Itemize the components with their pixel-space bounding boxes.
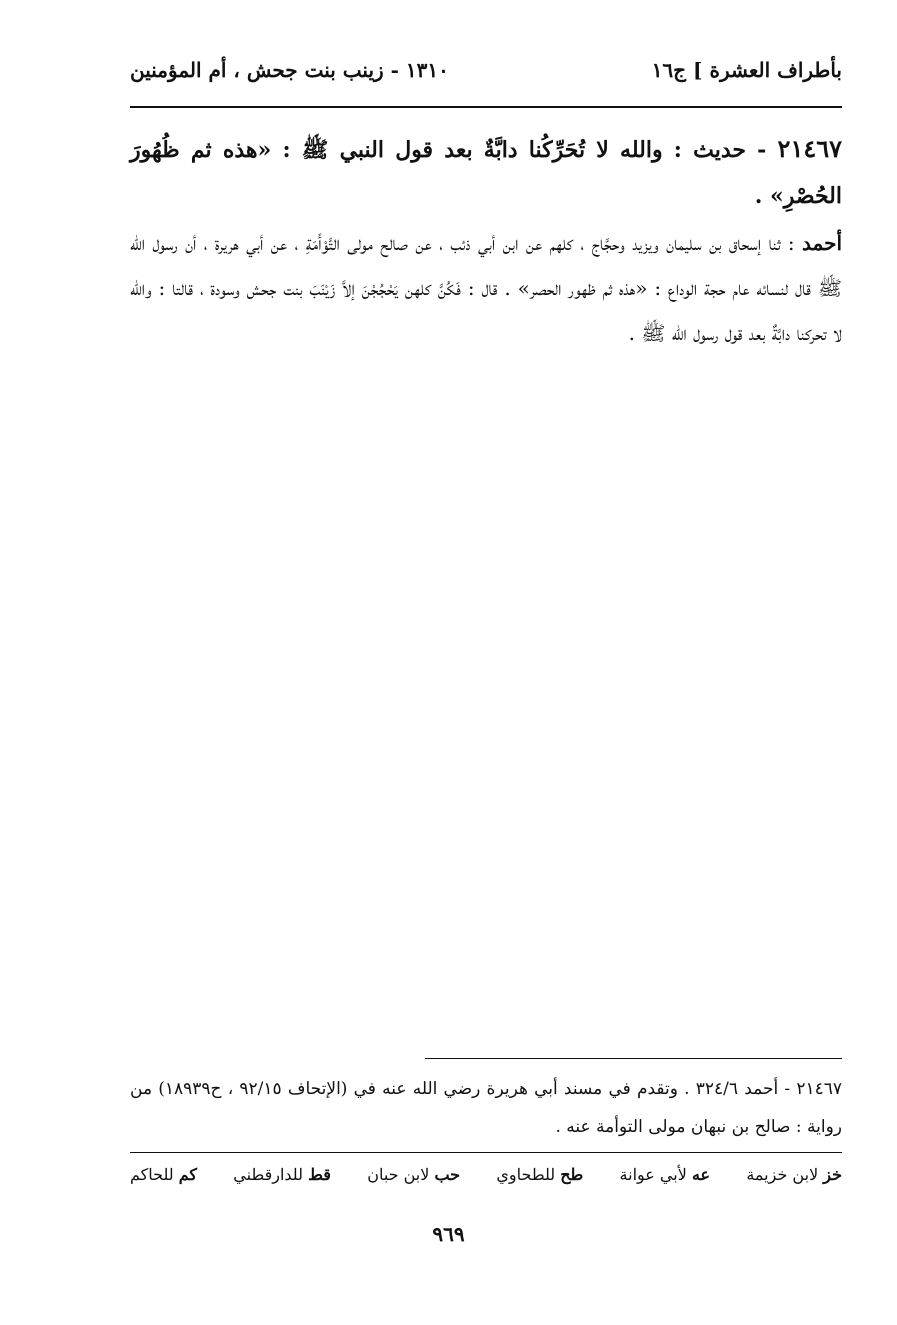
abbreviations-divider: [130, 1152, 842, 1153]
header-chapter-title: ١٣١٠ - زينب بنت جحش ، أم المؤمنين: [130, 58, 449, 82]
narrator-name: أحمد: [802, 231, 842, 255]
page-number: ٩٦٩: [432, 1222, 465, 1246]
abbreviations-key: [130, 1165, 842, 1184]
main-text: [130, 126, 842, 356]
abbreviation-item: حب لابن حبان: [367, 1165, 461, 1184]
abbreviation-item: عه لأبي عوانة: [619, 1165, 711, 1184]
footnote: ٢١٤٦٧ - أحمد ٣٢٤/٦ . وتقدم في مسند أبي هريرة رضي الله عنه في (الإتحاف ٩٢/١٥ ، ح١٨٩٣٩) من رواية : صالح بن نبهان مولى التوأمة عنه .: [130, 1079, 842, 1137]
abbreviation-item: خز لابن خزيمة: [746, 1165, 842, 1184]
hadith-body-text: : ثنا إسحاق بن سليمان ويزيد وحجَّاج ، كلهم عن ابن أبي ذئب ، عن صالح مولى التَّوْأَمَةِ ، عن أبي هريرة ، أن رسول الله ﷺ قال لنسائه عام حجة الوداع : «هذه ثم ظهور الحصر» . قال : فَكُنَّ كلهن يَحْجُجْنَ إلاَّ زَيْنَبَ بنت جحش وسودة ، قالتا : والله لا تحركنا دابَّةٌ بعد قول رسول الله ﷺ .: [130, 231, 842, 345]
hadith-body: [130, 221, 842, 356]
hadith-heading: [130, 126, 842, 219]
abbreviation-item: طح للطحاوي: [496, 1165, 584, 1184]
running-header: [130, 58, 842, 82]
abbreviation-item: قط للدارقطني: [233, 1165, 331, 1184]
abbreviation-item: كم للحاكم: [130, 1165, 197, 1184]
header-divider: [130, 106, 842, 108]
header-book-title: بأطراف العشرة ] ج١٦: [651, 58, 842, 82]
hadith-number: ٢١٤٦٧: [777, 134, 842, 163]
footnote-divider: [425, 1058, 842, 1059]
hadith-title-text: - حديث : والله لا تُحَرِّكُنا دابَّةٌ بعد قول النبي ﷺ : «هذه ثم ظُهُورَ الحُصْرِ» .: [130, 137, 842, 209]
